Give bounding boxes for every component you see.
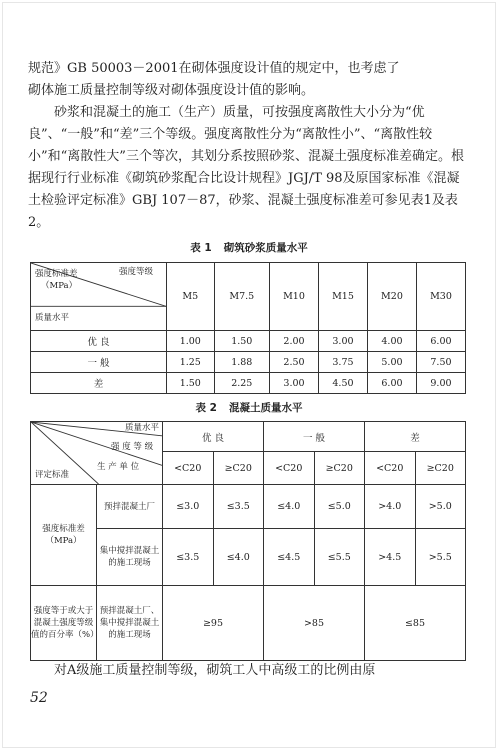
table2-number: 表 2 [195,402,217,414]
table2-cell: >4.0 [365,485,416,529]
table1-title: 砌筑砂浆质量水平 [223,242,308,254]
table1-grade: M20 [367,263,416,331]
table1-cell: 6.00 [416,331,465,352]
table2-grade: ≥C20 [213,452,264,485]
table2-level: 一 般 [264,422,365,452]
table2-level: 优 良 [163,422,264,452]
table2-header-grade: 强 度 等 级 [111,442,154,452]
table-row [31,331,466,352]
table1-cell: 9.00 [416,373,465,394]
table1-cell: 2.25 [214,373,269,394]
table2-producer: 预拌混凝土厂 [97,485,163,529]
table2-grade: <C20 [163,452,214,485]
table2-rate-cell: ≥95 [163,586,264,661]
paragraph-quality-levels: 砂浆和混凝土的施工（生产）质量，可按强度离散性大小分为“优良”、“一般”和“差”三个等级。强度离散性分为“离散性小”、“离散性较小”和“离散性大”三个等次，其划分系按照砂浆、混凝土强度标准差确定。根据现行行业标准《砌筑砂浆配合比设计规程》JGJ/T 98及原国家标准《混凝土检验评定标准》GBJ 107－87，砂浆、混凝土强度标准差可参见表1及表2。 [28,105,464,230]
table1-cell: 6.00 [367,373,416,394]
table2-diagonal-header [31,422,163,485]
table-row [31,352,466,373]
table2-rate-producer: 预拌混凝土厂、集中搅拌混凝土的施工现场 [97,586,163,661]
table2-cell: >4.5 [365,529,416,586]
table1-cell: 1.00 [167,331,215,352]
table2-producer: 集中搅拌混凝土的施工现场 [97,529,163,586]
table2-caption [0,400,498,415]
table2-cell: ≤5.5 [314,529,365,586]
table1-cell: 3.00 [318,331,367,352]
table2-level: 差 [365,422,466,452]
table2-cell: ≤3.5 [163,529,214,586]
table-row [31,586,466,661]
table1-cell: 3.00 [270,373,319,394]
table1-level: 优 良 [31,331,167,352]
table2-cell: ≤5.0 [314,485,365,529]
table1-cell: 5.00 [367,352,416,373]
table2-rate-label: 强度等于或大于混凝土强度等级值的百分率（%） [31,586,97,661]
table1-cell: 1.88 [214,352,269,373]
table2-cell: ≤4.5 [264,529,315,586]
table2-grade: <C20 [365,452,416,485]
table1-level: 差 [31,373,167,394]
table2-header-criteria: 评定标准 [35,470,70,480]
table1-diagonal-header [31,263,167,331]
table1-cell: 2.00 [270,331,319,352]
table1-cell: 4.50 [318,373,367,394]
table1-level: 一 般 [31,352,167,373]
paragraph-line: 规范》GB 50003－2001在砌体强度设计值的规定中，也考虑了 [28,61,400,76]
table1-cell: 1.25 [167,352,215,373]
table-concrete-quality [30,421,466,661]
table2-cell: >5.5 [415,529,466,586]
table2-header-producer: 生 产 单 位 [97,462,140,472]
paragraph-continuation [28,58,472,102]
table2-grade: <C20 [264,452,315,485]
table1-grade: M15 [318,263,367,331]
table2-grade: ≥C20 [415,452,466,485]
table1-grade: M7.5 [214,263,269,331]
table2-cell: ≤4.0 [264,485,315,529]
table1-grade: M5 [167,263,215,331]
page-number: 52 [30,690,48,706]
table1-cell: 4.00 [367,331,416,352]
table1-caption [0,240,498,255]
table2-cell: >5.0 [415,485,466,529]
table2-header-quality: 质量水平 [125,423,160,433]
table1-header-grade: 强度等级 [119,267,154,277]
table-row [31,529,466,586]
paragraph-next: 对A级施工质量控制等级，砌筑工人中高级工的比例由原 [54,663,376,678]
table1-grade: M10 [270,263,319,331]
table1-cell: 2.50 [270,352,319,373]
table2-cell: ≤4.0 [213,529,264,586]
table2-title: 混凝土质量水平 [228,402,303,414]
paragraph-line: 砌体施工质量控制等级对砌体强度设计值的影响。 [28,83,315,98]
table1-header-std: 强度标准差 [35,269,78,279]
table1-cell: 3.75 [318,352,367,373]
table2-rate-cell: ≤85 [365,586,466,661]
table1-header-quality: 质量水平 [35,313,70,323]
table2-grade: ≥C20 [314,452,365,485]
table2-rate-cell: >85 [264,586,365,661]
table-row [31,373,466,394]
table2-cell: ≤3.5 [213,485,264,529]
table1-cell: 1.50 [167,373,215,394]
table1-grade: M30 [416,263,465,331]
table1-cell: 7.50 [416,352,465,373]
table-row [31,485,466,529]
table2-std-label: 强度标准差（MPa） [31,485,97,586]
table1-cell: 1.50 [214,331,269,352]
table-mortar-quality [30,262,466,394]
table1-number: 表 1 [190,242,212,254]
table2-cell: ≤3.0 [163,485,214,529]
table1-header-unit: （MPa） [41,281,78,291]
